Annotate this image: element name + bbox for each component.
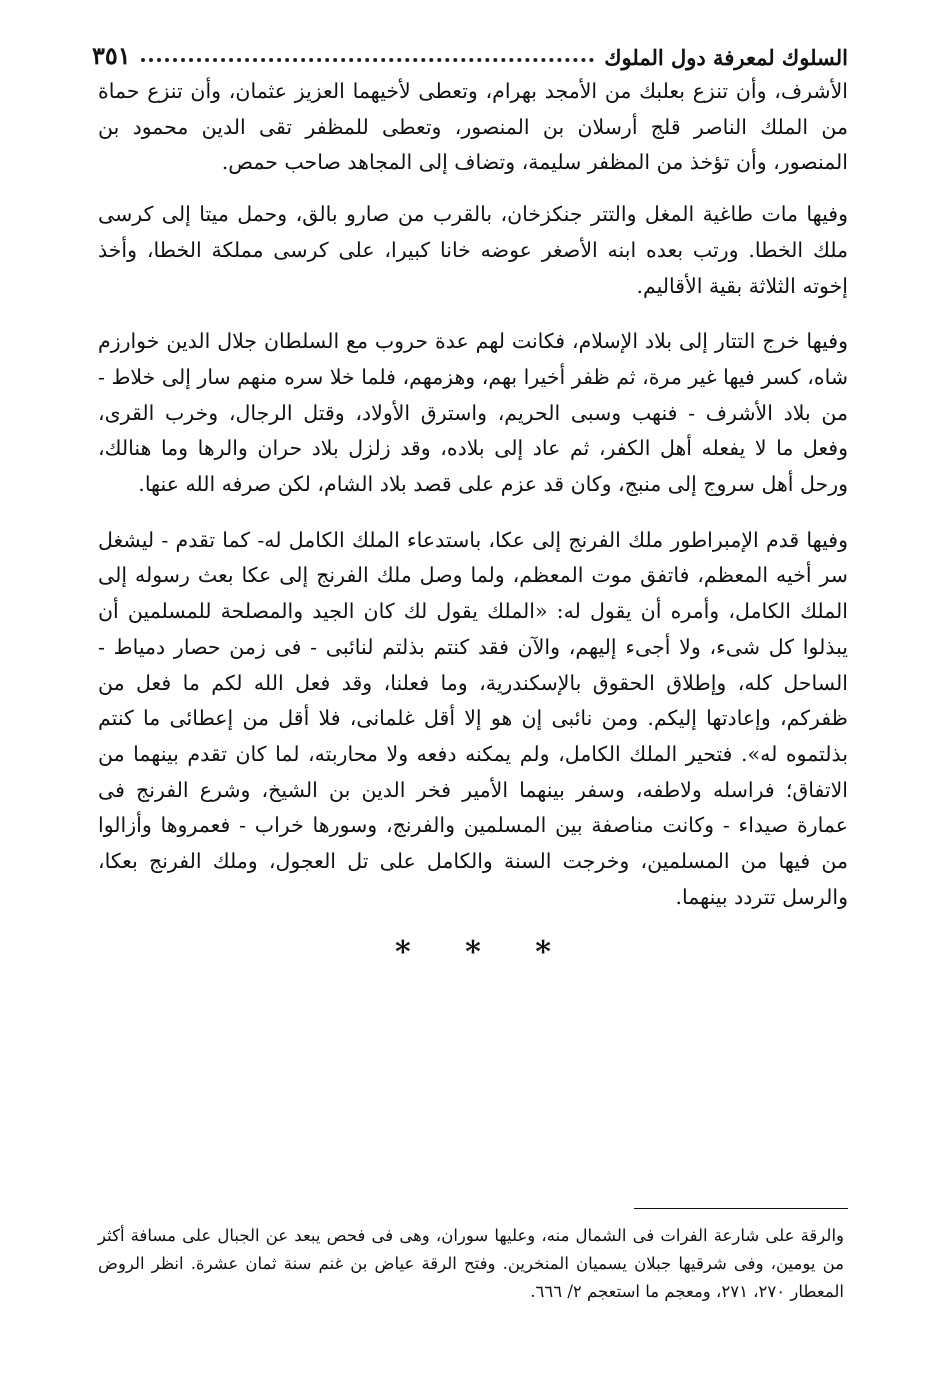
footnote-rule: [634, 1208, 848, 1209]
paragraph: وفيها خرج التتار إلى بلاد الإسلام، فكانت لهم عدة حروب مع السلطان جلال الدين خوارزم شاه، كسر فيها غير مرة، ثم ظفر أخيرا بهم، وهزمهم، فلما خلا سره منهم سار إلى خلاط - من بلاد الأشرف - فنهب وسبى الحريم، واسترق الأولاد، وقتل الرجال، وخرب القرى، وفعل ما لا يفعله أهل الكفر، ثم عاد إلى بلاده، وقد زلزل بلاد حران والرها وما هنالك، ورحل أهل سروج إلى منبج، وكان قد عزم على قصد بلاد الشام، لكن صرفه الله عنها.: [98, 329, 848, 497]
main-text: [98, 74, 848, 970]
section-separator: * * *: [395, 935, 573, 971]
paragraph: وفيها قدم الإمبراطور ملك الفرنج إلى عكا، باستدعاء الملك الكامل له- كما تقدم - ليشغل سر أخيه المعظم، فاتفق موت المعظم، ولما وصل ملك الفرنج إلى عكا بعث رسوله إلى الملك الكامل، وأمره أن يقول له: «الملك يقول لك كان الجيد والمصلحة للمسلمين أن يبذلوا كل شىء، ولا أجىء إليهم، والآن فقد كنتم بذلتم لنائبى - فى زمن حصار دمياط - الساحل كله، وإطلاق الحقوق بالإسكندرية، وما فعلنا، وقد فعل الله لكم ما فعل من ظفركم، وإعادتها إليكم. ومن نائبى إن هو إلا أقل غلمانى، فلا أقل من إعطائى ما كنتم بذلتموه له». فتحير الملك الكامل، ولم يمكنه دفعه ولا محاربته، لما كان تقدم بينهما من الاتفاق؛ فراسله ولاطفه، وسفر بينهما الأمير فخر الدين بن الشيخ، وشرع الفرنج فى عمارة صيداء - وكانت مناصفة بين المسلمين والفرنج، وسورها خراب - فعمروها وأزالوا من فيها من المسلمين، وخرجت السنة والكامل على تل العجول، وملك الفرنج بعكا، والرسل تتردد بينهما.: [98, 527, 848, 909]
page-number: ٣٥١: [92, 41, 131, 70]
leader-dots: [141, 58, 595, 62]
paragraph: الأشرف، وأن تنزع بعلبك من الأمجد بهرام، وتعطى لأخيهما العزيز عثمان، وأن تنزع حماة من الملك الناصر قلج أرسلان بن المنصور، وتعطى للمظفر تقى الدين محمود بن المنصور، وأن تؤخذ من المظفر سليمة، وتضاف إلى المجاهد صاحب حمص.: [98, 79, 848, 175]
running-header: [92, 30, 848, 70]
footnote: والرقة على شارعة الفرات فى الشمال منه، وعليها سوران، وهى فى فحص يبعد عن الجبال على مسافة أكثر من يومين، وفى شرقيها جبلان يسميان المنخرين. وفتح الرقة عياض بن غنم سنة ثمان عشرة. انظر الروض المعطار ٢٧٠، ٢٧١، ومعجم ما استعجم ٢/ ٦٦٦.: [98, 1226, 844, 1301]
paragraph: وفيها مات طاغية المغل والتتر جنكزخان، بالقرب من صارو بالق، وحمل ميتا إلى كرسى ملك الخطا. ورتب بعده ابنه الأصغر عوضه خانا كبيرا، على كرسى مملكة الخطا، وأخذ إخوته الثلاثة بقية الأقاليم.: [98, 202, 848, 298]
book-title: السلوك لمعرفة دول الملوك: [604, 45, 848, 70]
